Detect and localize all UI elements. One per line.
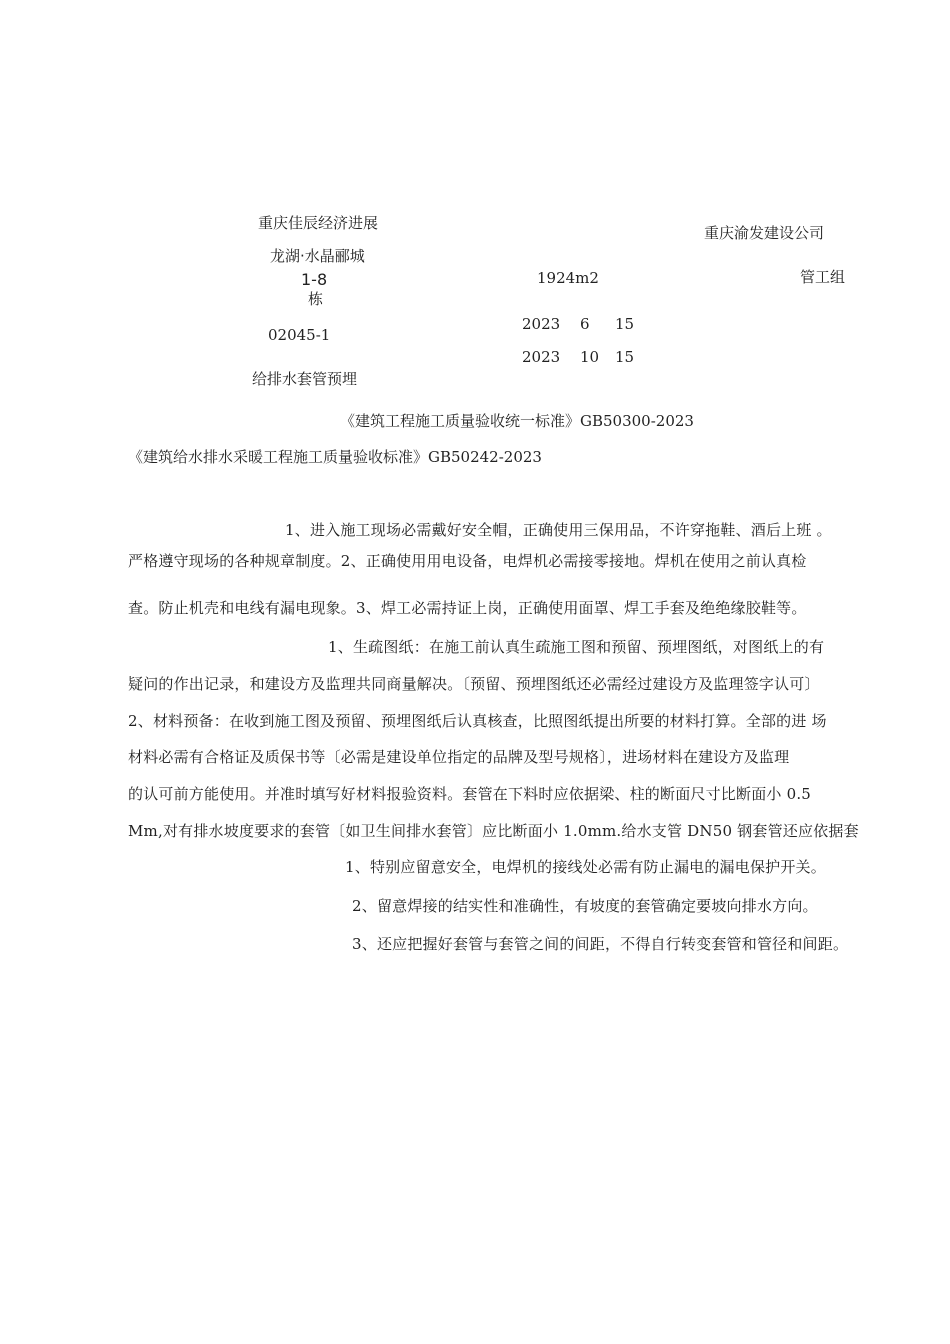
start-month: 6 bbox=[580, 315, 590, 333]
start-day: 15 bbox=[615, 315, 635, 333]
end-month: 10 bbox=[580, 348, 600, 366]
contractor-name: 重庆渝发建设公司 bbox=[704, 224, 825, 242]
end-day: 15 bbox=[615, 348, 635, 366]
prep-line-1: 1、生疏图纸：在施工前认真生疏施工图和预留、预埋图纸，对图纸上的有 bbox=[328, 638, 825, 656]
developer-name: 重庆佳辰经济进展 bbox=[258, 214, 379, 232]
end-year: 2023 bbox=[522, 348, 561, 366]
start-year: 2023 bbox=[522, 315, 561, 333]
standard-1: 《建筑工程施工质量验收统一标准》GB50300-2023 bbox=[340, 412, 694, 430]
project-code: 02045-1 bbox=[268, 326, 331, 344]
work-team: 管工组 bbox=[800, 268, 846, 286]
prep-line-5: 的认可前方能使用。并准时填写好材料报验资料。套管在下料时应依据梁、柱的断面尺寸比断面小 0.5 bbox=[128, 785, 812, 803]
building-area: 1924m2 bbox=[537, 269, 599, 287]
standard-2: 《建筑给水排水采暖工程施工质量验收标准》GB50242-2023 bbox=[128, 448, 542, 466]
prep-line-4: 材料必需有合格证及质保书等〔必需是建设单位指定的品牌及型号规格〕，进场材料在建设方及监理 bbox=[128, 748, 790, 766]
prep-line-6: Mm,对有排水坡度要求的套管〔如卫生间排水套管〕应比断面小 1.0mm.给水支管 DN50 钢套管还应依据套 bbox=[128, 822, 859, 840]
prep-line-3: 2、材料预备：在收到施工图及预留、预埋图纸后认真核查，比照图纸提出所要的材料打算。全部的进 场 bbox=[128, 712, 827, 730]
building-number: 1-8 bbox=[301, 270, 328, 289]
safety-line-3: 查。防止机壳和电线有漏电现象。3、焊工必需持证上岗，正确使用面罩、焊工手套及绝绝缘胶鞋等。 bbox=[128, 599, 807, 617]
safety-line-2: 严格遵守现场的各种规章制度。2、正确使用用电设备，电焊机必需接零接地。焊机在使用之前认真检 bbox=[128, 552, 807, 570]
work-item-title: 给排水套管预埋 bbox=[252, 370, 358, 388]
note-2: 2、留意焊接的结实性和准确性，有坡度的套管确定要坡向排水方向。 bbox=[352, 897, 818, 915]
note-3: 3、还应把握好套管与套管之间的间距，不得自行转变套管和管径和间距。 bbox=[352, 935, 849, 953]
note-1: 1、特别应留意安全，电焊机的接线处必需有防止漏电的漏电保护开关。 bbox=[345, 858, 826, 876]
project-name: 龙湖·水晶郦城 bbox=[270, 247, 365, 265]
prep-line-2: 疑问的作出记录，和建设方及监理共同商量解决。〔预留、预埋图纸还必需经过建设方及监理签字认可〕 bbox=[128, 675, 820, 693]
safety-line-1: 1、进入施工现场必需戴好安全帽，正确使用三保用品，不许穿拖鞋、酒后上班 。 bbox=[285, 521, 832, 539]
building-unit: 栋 bbox=[308, 290, 324, 308]
